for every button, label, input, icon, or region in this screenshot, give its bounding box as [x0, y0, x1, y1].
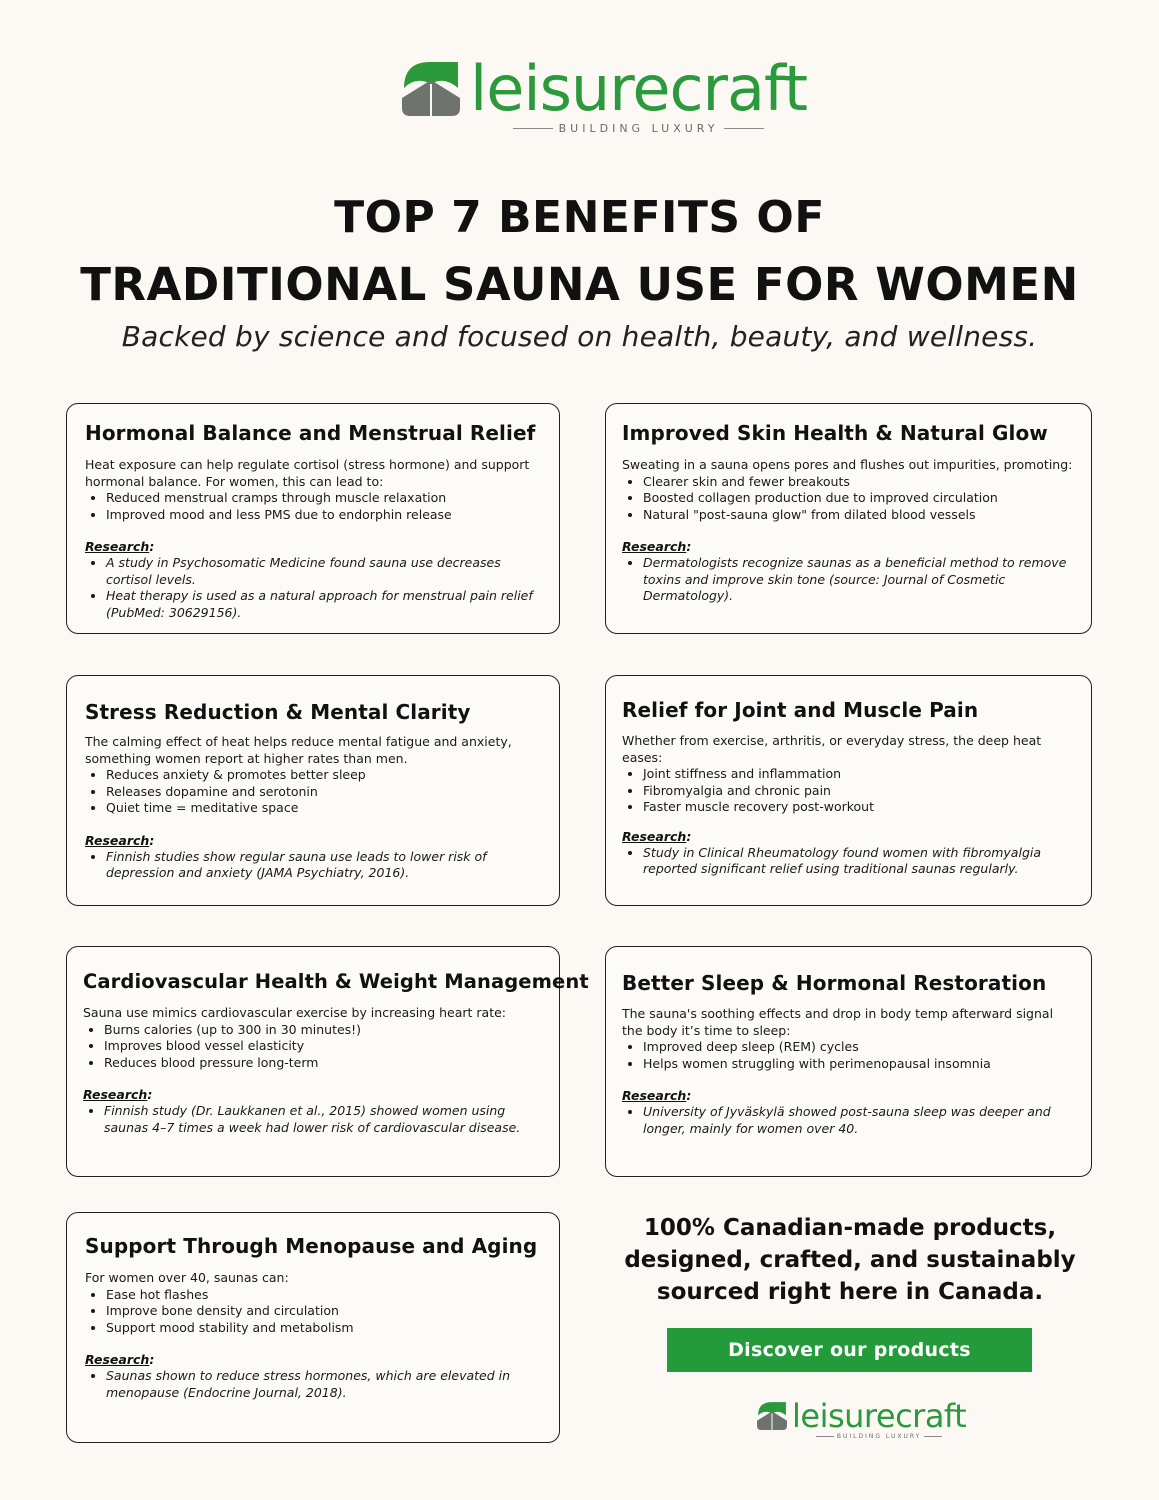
research-label: Research: — [85, 1352, 155, 1367]
card-title: Relief for Joint and Muscle Pain — [622, 698, 979, 722]
list-item: • Study in Clinical Rheumatology found women with fibromyalgia reported significant relief using traditional saunas regularly. — [643, 845, 1075, 878]
list-item: • Improved deep sleep (REM) cycles — [643, 1039, 1075, 1056]
research-list — [85, 1368, 543, 1401]
card-intro: The calming effect of heat helps reduce mental fatigue and anxiety, something women report at higher rates than men. — [85, 734, 512, 766]
research-list — [85, 849, 543, 882]
list-item: • Releases dopamine and serotonin — [106, 784, 543, 801]
card-intro: Sweating in a sauna opens pores and flushes out impurities, promoting: — [622, 457, 1073, 472]
discover-products-button[interactable]: Discover our products — [667, 1328, 1032, 1372]
benefit-card-hormonal — [66, 403, 560, 634]
page-title-line1: TOP 7 BENEFITS OF — [334, 192, 825, 243]
card-intro: Whether from exercise, arthritis, or everyday stress, the deep heat eases: — [622, 733, 1042, 765]
list-item: • Reduces anxiety & promotes better sleep — [106, 767, 543, 784]
card-title: Stress Reduction & Mental Clarity — [85, 700, 471, 724]
logo-wordmark: leisurecraft — [792, 1397, 967, 1435]
cta-line3: sourced right here in Canada. — [656, 1279, 1044, 1305]
benefit-card-sleep — [605, 946, 1092, 1177]
list-item: • University of Jyväskylä showed post-sauna sleep was deeper and longer, mainly for women over 40. — [643, 1104, 1075, 1137]
card-intro: Sauna use mimics cardiovascular exercise by increasing heart rate: — [83, 1005, 506, 1020]
logo-tagline: BUILDING LUXURY — [813, 1433, 945, 1440]
research-list — [83, 1103, 543, 1136]
list-item: • Finnish study (Dr. Laukkanen et al., 2015) showed women using saunas 4–7 times a week had lower risk of cardiovascular disease. — [104, 1103, 543, 1136]
list-item: • Improves blood vessel elasticity — [104, 1038, 543, 1055]
list-item: • Saunas shown to reduce stress hormones, which are elevated in menopause (Endocrine Journal, 2018). — [106, 1368, 543, 1401]
list-item: • Heat therapy is used as a natural approach for menstrual pain relief (PubMed: 30629156). — [106, 588, 543, 621]
list-item: • Joint stiffness and inflammation — [643, 766, 1075, 783]
list-item: • Quiet time = meditative space — [106, 800, 543, 817]
research-list — [622, 555, 1075, 605]
page-title-line2: TRADITIONAL SAUNA USE FOR WOMEN — [80, 258, 1079, 311]
card-bullets — [622, 1039, 1075, 1072]
logo-wordmark: leisurecraft — [470, 52, 808, 125]
list-item: • Improved mood and less PMS due to endorphin release — [106, 507, 543, 524]
list-item: • Support mood stability and metabolism — [106, 1320, 543, 1337]
cta-line2: designed, crafted, and sustainably — [624, 1247, 1076, 1273]
logo-tagline: BUILDING LUXURY — [507, 122, 771, 135]
card-title: Improved Skin Health & Natural Glow — [622, 421, 1048, 445]
brand-logo-footer — [756, 1397, 967, 1440]
research-label: Research: — [85, 539, 155, 554]
card-bullets — [85, 767, 543, 817]
card-title: Cardiovascular Health & Weight Management — [83, 970, 589, 993]
card-bullets — [83, 1022, 543, 1072]
list-item: • Natural "post-sauna glow" from dilated blood vessels — [643, 507, 1075, 524]
card-bullets — [85, 1287, 543, 1337]
research-label: Research: — [622, 539, 692, 554]
list-item: • Faster muscle recovery post-workout — [643, 799, 1075, 816]
benefit-card-joint — [605, 675, 1092, 906]
benefit-card-skin — [605, 403, 1092, 634]
research-label: Research: — [85, 832, 155, 848]
research-list — [85, 555, 543, 621]
list-item: • Clearer skin and fewer breakouts — [643, 474, 1075, 491]
list-item: • Fibromyalgia and chronic pain — [643, 783, 1075, 800]
card-intro: Heat exposure can help regulate cortisol (stress hormone) and support hormonal balance. For women, this can lead to: — [85, 457, 530, 489]
list-item: • Reduced menstrual cramps through muscle relaxation — [106, 490, 543, 507]
cta-statement — [608, 1212, 1092, 1308]
benefit-card-menopause — [66, 1212, 560, 1443]
research-label: Research: — [83, 1087, 153, 1102]
research-label: Research: — [622, 828, 692, 844]
card-title: Better Sleep & Hormonal Restoration — [622, 971, 1047, 995]
list-item: • Dermatologists recognize saunas as a beneficial method to remove toxins and improve skin tone (source: Journal of Cosmetic Dermatology). — [643, 555, 1075, 605]
list-item: • Improve bone density and circulation — [106, 1303, 543, 1320]
research-list — [622, 845, 1075, 878]
research-label: Research: — [622, 1088, 692, 1103]
list-item: • Boosted collagen production due to improved circulation — [643, 490, 1075, 507]
list-item: • Reduces blood pressure long-term — [104, 1055, 543, 1072]
card-bullets — [622, 474, 1075, 524]
brand-logo — [400, 52, 808, 135]
list-item: • Burns calories (up to 300 in 30 minutes!) — [104, 1022, 543, 1039]
card-bullets — [622, 766, 1075, 816]
benefit-card-stress — [66, 675, 560, 906]
list-item: • Ease hot flashes — [106, 1287, 543, 1304]
page-subtitle: Backed by science and focused on health, beauty, and wellness. — [121, 320, 1038, 353]
research-list — [622, 1104, 1075, 1137]
benefit-card-cardio — [66, 946, 589, 1177]
leisurecraft-mark-icon — [756, 1400, 788, 1431]
card-bullets — [85, 490, 543, 523]
list-item: • Finnish studies show regular sauna use leads to lower risk of depression and anxiety (JAMA Psychiatry, 2016). — [106, 849, 543, 882]
card-intro: The sauna's soothing effects and drop in body temp afterward signal the body it’s time to sleep: — [622, 1006, 1054, 1038]
card-title: Support Through Menopause and Aging — [85, 1234, 538, 1258]
leisurecraft-mark-icon — [400, 58, 462, 118]
list-item: • Helps women struggling with perimenopausal insomnia — [643, 1056, 1075, 1073]
card-title: Hormonal Balance and Menstrual Relief — [85, 421, 536, 445]
cta-line1: 100% Canadian-made products, — [643, 1215, 1057, 1241]
list-item: • A study in Psychosomatic Medicine found sauna use decreases cortisol levels. — [106, 555, 543, 588]
card-intro: For women over 40, saunas can: — [85, 1270, 289, 1285]
